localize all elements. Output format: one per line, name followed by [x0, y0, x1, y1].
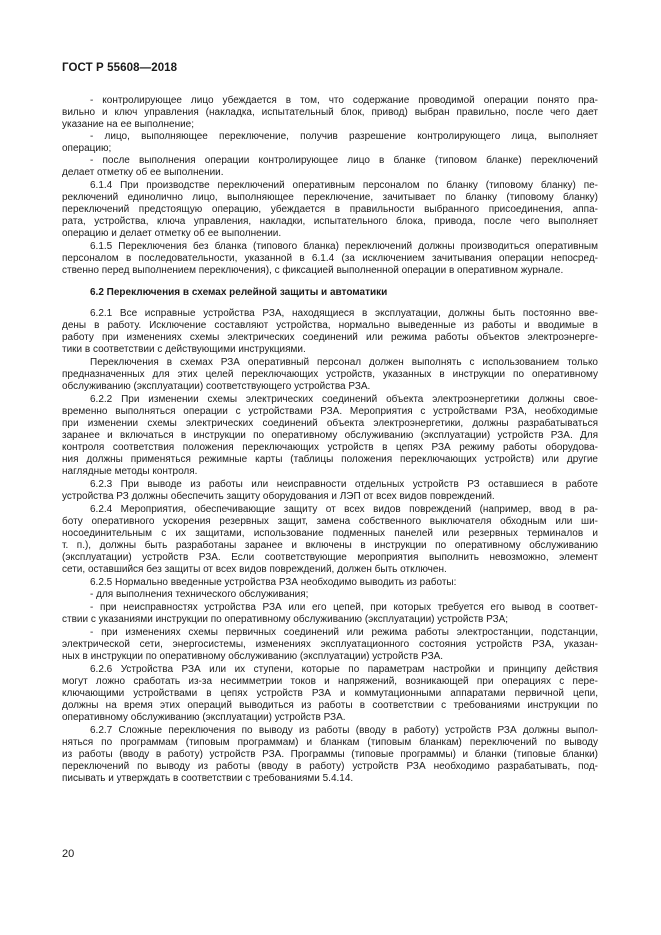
section-heading: 6.2 Переключения в схемах релейной защиты и автоматики: [90, 287, 388, 298]
text-line: могут ложно сработать из-за несимметрии токов и напряжений, возникающей при операциях с пере-: [62, 676, 598, 687]
text-line: ствии с указаниями инструкции по оперативному обслуживанию (эксплуатации) устройств РЗА;: [62, 614, 509, 625]
text-line: (эксплуатации) устройств РЗА. Если соответствующие мероприятия выполнить невозможно, элемент: [62, 552, 598, 563]
text-line: контроля соответствия положения переключающих устройств в цепях РЗА режиму работы оборудова-: [62, 442, 598, 453]
page-number: 20: [62, 848, 75, 860]
text-line: - лицо, выполняющее переключение, получив разрешение контролирующего лица, выполняет: [90, 131, 598, 142]
text-line: обслуживанию (эксплуатации) соответствующего устройства РЗА.: [62, 381, 371, 392]
text-line: - при неисправностях устройства РЗА или его цепей, при которых требуется его вывод в соответ-: [90, 602, 598, 613]
text-line: ственно перед выполнением переключения), с фиксацией выполненной операции в оперативном журнале.: [62, 265, 564, 276]
text-line: должны на время этих операций выводиться из работы в соответствии с требованиями инструкции по: [62, 700, 598, 711]
text-line: наглядные методы контроля.: [62, 466, 198, 477]
text-line: реключений единолично лицо, выполняющее переключение, зачитывает по бланку (типовому бланку): [62, 192, 598, 203]
text-line: при изменении схемы электрических соединений объекта электроэнергетики, должны разрабатываться: [62, 418, 598, 429]
text-line: 6.2.2 При изменении схемы электрических соединений объекта электроэнергетики должны свое-: [90, 394, 598, 405]
text-line: переключений предстоящую операцию, убеждается в правильности выбранного присоединения, аппа-: [62, 204, 598, 215]
text-line: - контролирующее лицо убеждается в том, что содержание проводимой операции понято пра-: [90, 95, 598, 106]
text-line: оперативному обслуживанию (эксплуатации) устройств РЗА.: [62, 712, 346, 723]
text-line: заранее и включаться в инструкции по оперативному обслуживанию (эксплуатации) устройств РЗА. Для: [62, 430, 598, 441]
text-line: электрической сети, энергосистемы, изменениях эксплуатационного состояния устройств РЗА, указан-: [62, 639, 598, 650]
text-line: ных в инструкции по оперативному обслуживанию (эксплуатации) устройств РЗА.: [62, 651, 444, 662]
text-line: боту оперативного ускорения резервных защит, замена собственного выключателя обходным или ши-: [62, 516, 598, 527]
text-line: 6.2.6 Устройства РЗА или их ступени, которые по параметрам настройки и принципу действия: [90, 664, 598, 675]
text-line: дены в работу. Исключение составляют устройства, нормально выведенные из работы и вводимые в: [62, 320, 598, 331]
text-line: 6.1.4 При производстве переключений оперативным персоналом по бланку (типовому бланку) пе-: [90, 180, 598, 191]
text-line: делает отметку об ее выполнении.: [62, 167, 224, 178]
text-line: устройства РЗ должны обеспечить защиту оборудования и ЛЭП от всех видов повреждений.: [62, 491, 495, 502]
text-line: рата, устройства, ключа управления, накладки, испытательного блока, привода, после чего выполняет: [62, 216, 598, 227]
text-line: Переключения в схемах РЗА оперативный персонал должен выполнять с использованием только: [90, 357, 598, 368]
text-line: - при изменениях схемы первичных соединений или режима работы электростанции, подстанции,: [90, 627, 598, 638]
text-line: 6.2.3 При выводе из работы или неисправности отдельных устройств РЗ оставшиеся в работе: [90, 479, 598, 490]
text-line: т. п.), должны быть разработаны заранее и включены в инструкции по оперативному обслуживанию: [62, 540, 598, 551]
text-line: переключений по выводу из работы (вводу в работу) устройств РЗА необходимо разрабатывать, под-: [62, 761, 598, 772]
text-line: временно выполняться операции с устройствами РЗА. Мероприятия с устройствами РЗА, необходимые: [62, 406, 598, 417]
text-line: 6.2.4 Мероприятия, обеспечивающие защиту от всех видов повреждений (например, ввод в ра-: [90, 504, 598, 515]
text-line: - для выполнения технического обслуживания;: [90, 589, 309, 600]
text-line: 6.2.1 Все исправные устройства РЗА, находящиеся в эксплуатации, должны быть постоянно вве-: [90, 308, 598, 319]
text-line: сети, оставшийся без защиты от всех видов повреждений, должен быть отключен.: [62, 564, 447, 575]
text-line: - после выполнения операции контролирующее лицо в бланке (типовом бланке) переключений: [90, 155, 598, 166]
text-line: 6.2.7 Сложные переключения по выводу из работы (вводу в работу) устройств РЗА должны выпол-: [90, 725, 598, 736]
text-line: тики в соответствии с действующими инструкциями.: [62, 344, 306, 355]
text-line: работу при изменениях схемы электрических соединений или режима работы объектов электроэнерге-: [62, 332, 598, 343]
text-line: 6.1.5 Переключения без бланка (типового бланка) переключений должны производиться оперативным: [90, 241, 598, 252]
text-line: операцию и делает отметку об ее выполнении.: [62, 228, 282, 239]
text-line: из работы (вводу в работу) устройств РЗА. Программы (типовые программы) и бланки (типовые бланки): [62, 749, 598, 760]
document-header: ГОСТ Р 55608—2018: [62, 62, 178, 74]
text-line: писывать и утверждать в соответствии с требованиями 5.4.14.: [62, 773, 354, 784]
text-line: операцию;: [62, 143, 112, 154]
text-line: 6.2.5 Нормально введенные устройства РЗА необходимо выводить из работы:: [90, 577, 457, 588]
text-line: персоналом в последовательности, указанной в 6.1.4 (за исключением зачитывания операции непосред-: [62, 253, 598, 264]
text-line: вильно и ключ управления (накладка, испытательный блок, привод) выбран правильно, после чего дает: [62, 107, 598, 118]
text-line: предназначенных для этих целей переключающих устройств, указанных в инструкции по оперативному: [62, 369, 598, 380]
text-line: указание на ее выполнение;: [62, 119, 195, 130]
text-line: ния должны применяться режимные карты (таблицы положения переключающих устройств) или другие: [62, 454, 598, 465]
text-line: няться по программам (типовым программам) и бланкам (типовым бланкам) переключений по выводу: [62, 737, 598, 748]
text-line: ключающими устройствами в цепях устройств РЗА и коммутационными аппаратами первичной цепи,: [62, 688, 598, 699]
text-line: носоединительным с их защитами, использование подменных панелей или резервных терминалов и: [62, 528, 598, 539]
